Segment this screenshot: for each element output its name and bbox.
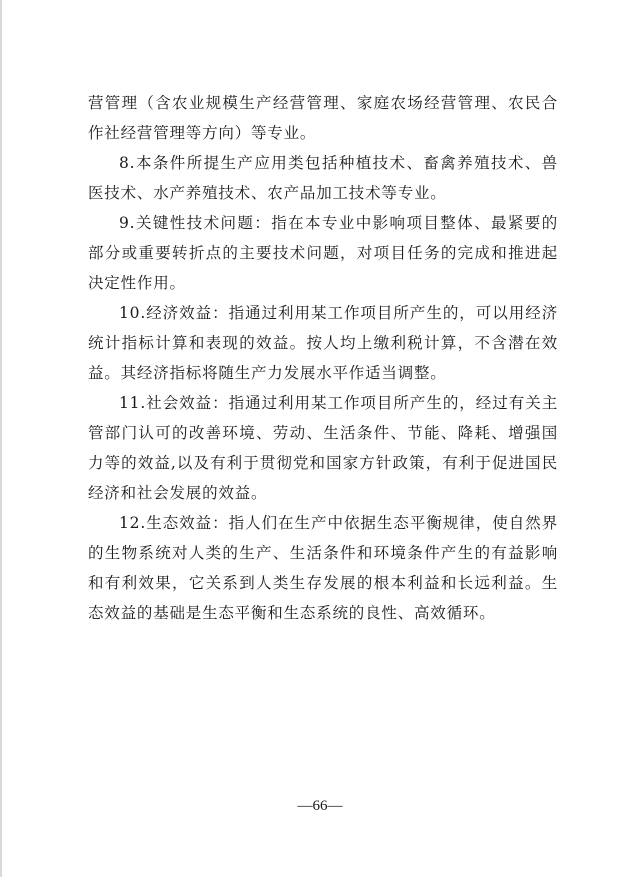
paragraph-item-8: 8.本条件所提生产应用类包括种植技术、畜禽养殖技术、兽医技术、水产养殖技术、农产品加工技术等专业。 bbox=[88, 154, 558, 202]
paragraph-item-10: 10.经济效益：指通过利用某工作项目所产生的，可以用经济统计指标计算和表现的效益。按人均上缴利税计算，不含潜在效益。其经济指标将随生产力发展水平作适当调整。 bbox=[88, 304, 558, 382]
document-body bbox=[88, 88, 558, 628]
paragraph-item-12: 12.生态效益：指人们在生产中依据生态平衡规律，使自然界的生物系统对人类的生产、生活条件和环境条件产生的有益影响和有利效果，它关系到人类生存发展的根本利益和长远利益。生态效益的基础是生态平衡和生态系统的良性、高效循环。 bbox=[88, 514, 558, 622]
paragraph-item-11: 11.社会效益：指通过利用某工作项目所产生的，经过有关主管部门认可的改善环境、劳动、生活条件、节能、降耗、增强国力等的效益,以及有利于贯彻党和国家方针政策，有利于促进国民经济和社会发展的效益。 bbox=[88, 394, 558, 502]
paragraph-item-9: 9.关键性技术问题：指在本专业中影响项目整体、最紧要的部分或重要转折点的主要技术问题，对项目任务的完成和推进起决定性作用。 bbox=[88, 214, 558, 292]
page-number: —66— bbox=[297, 798, 343, 814]
page-edge bbox=[0, 0, 2, 877]
paragraph-continuation: 营管理（含农业规模生产经营管理、家庭农场经营管理、农民合作社经营管理等方向）等专业。 bbox=[88, 94, 558, 142]
